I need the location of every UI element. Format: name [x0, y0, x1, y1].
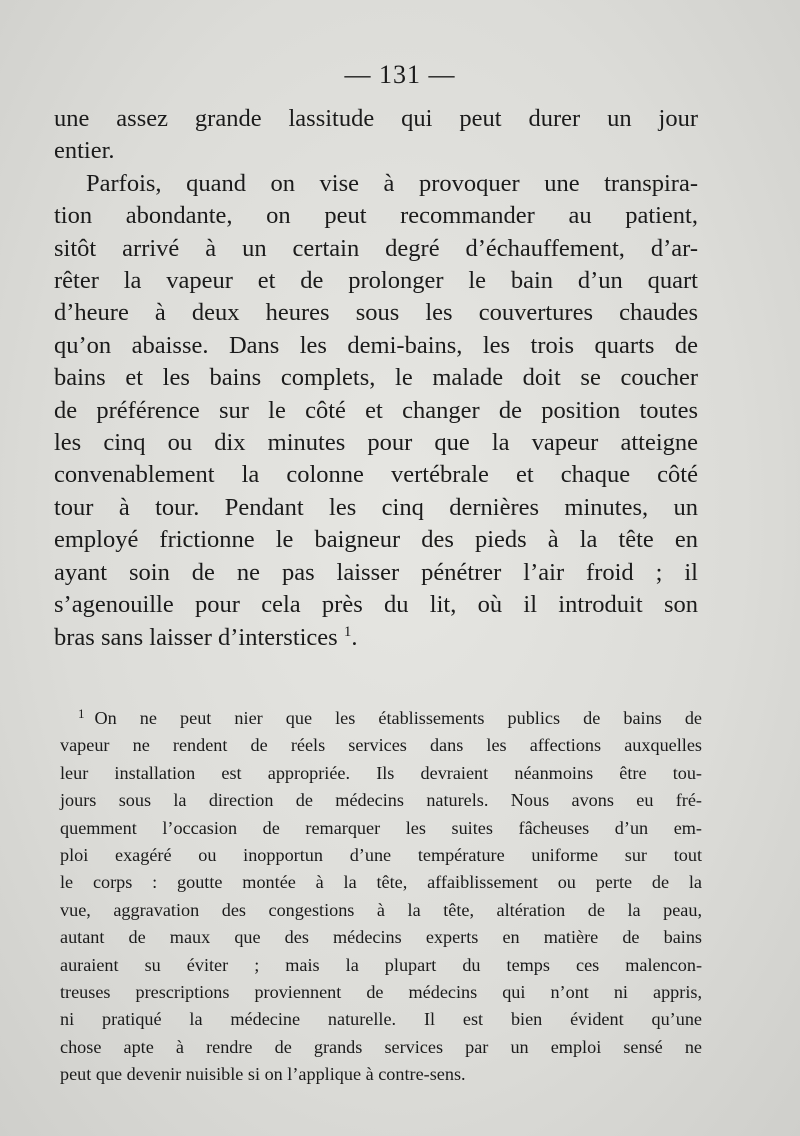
footnote-line: chose apte à rendre de grands services par un emploi sensé ne [60, 1036, 702, 1057]
footnote-line: vue, aggravation des congestions à la tête, altération de la peau, [60, 899, 702, 920]
footnote-line: autant de maux que des médecins experts en matière de bains [60, 927, 702, 948]
text-line: une assez grande lassitude qui peut durer un jour [54, 105, 698, 132]
text-line: tour à tour. Pendant les cinq dernières minutes, un [54, 493, 698, 521]
footnote-line: leur installation est appropriée. Ils devraient néanmoins être tou- [60, 762, 702, 783]
text-line: s’agenouille pour cela près du lit, où il introduit son [54, 591, 698, 619]
paragraph [54, 103, 698, 168]
text-line: ayant soin de ne pas laisser pénétrer l’air froid ; il [54, 558, 698, 586]
text-line: les cinq ou dix minutes pour que la vapeur atteigne [54, 429, 698, 457]
footnote-line: ni pratiqué la médecine naturelle. Il est bien évident qu’une [60, 1009, 702, 1030]
text-line: tion abondante, on peut recommander au patient, [54, 202, 698, 230]
footnote [60, 705, 702, 1089]
text-line: rêter la vapeur et de prolonger le bain d’un quart [54, 267, 698, 295]
page-number-header: — 131 — [344, 60, 456, 89]
footnote-line: le corps : goutte montée à la tête, affaiblissement ou perte de la [60, 872, 702, 893]
text-line-content: bras sans laisser d’interstices [54, 623, 338, 651]
main-text [54, 103, 698, 654]
text-line: sitôt arrivé à un certain degré d’échauffement, d’ar- [54, 234, 698, 262]
text-line: de préférence sur le côté et changer de position toutes [54, 396, 698, 424]
footnote-line: ploi exagéré ou inopportun d’une température uniforme sur tout [60, 845, 702, 866]
paragraph [54, 168, 698, 654]
text-line [54, 622, 698, 654]
text-line: qu’on abaisse. Dans les demi-bains, les trois quarts de [54, 331, 698, 359]
footnote-line-content: On ne peut nier que les établissements publics de bains de [94, 708, 702, 728]
end-punctuation: . [351, 623, 358, 651]
text-line: bains et les bains complets, le malade doit se coucher [54, 364, 698, 392]
text-line: convenablement la colonne vertébrale et chaque côté [54, 461, 698, 489]
footnote-line: quemment l’occasion de remarquer les suites fâcheuses d’un em- [60, 817, 702, 838]
footnote-line: peut que devenir nuisible si on l’applique à contre-sens. [60, 1064, 466, 1085]
footnote-line: treuses prescriptions proviennent de médecins qui n’ont ni appris, [60, 982, 702, 1003]
footnote-line: vapeur ne rendent de réels services dans les affections auxquelles [60, 735, 702, 756]
footnote-line: jours sous la direction de médecins naturels. Nous avons eu fré- [60, 790, 702, 811]
footnote-line [60, 705, 702, 732]
footnote-marker: 1 [78, 706, 85, 721]
footnote-line: auraient su éviter ; mais la plupart du temps ces malencon- [60, 954, 702, 975]
text-line: entier. [54, 137, 115, 165]
footnote-reference[interactable]: 1 [343, 623, 352, 640]
text-line: Parfois, quand on vise à provoquer une transpira- [86, 169, 698, 197]
text-line: d’heure à deux heures sous les couvertures chaudes [54, 299, 698, 327]
text-line: employé frictionne le baigneur des pieds à la tête en [54, 526, 698, 554]
